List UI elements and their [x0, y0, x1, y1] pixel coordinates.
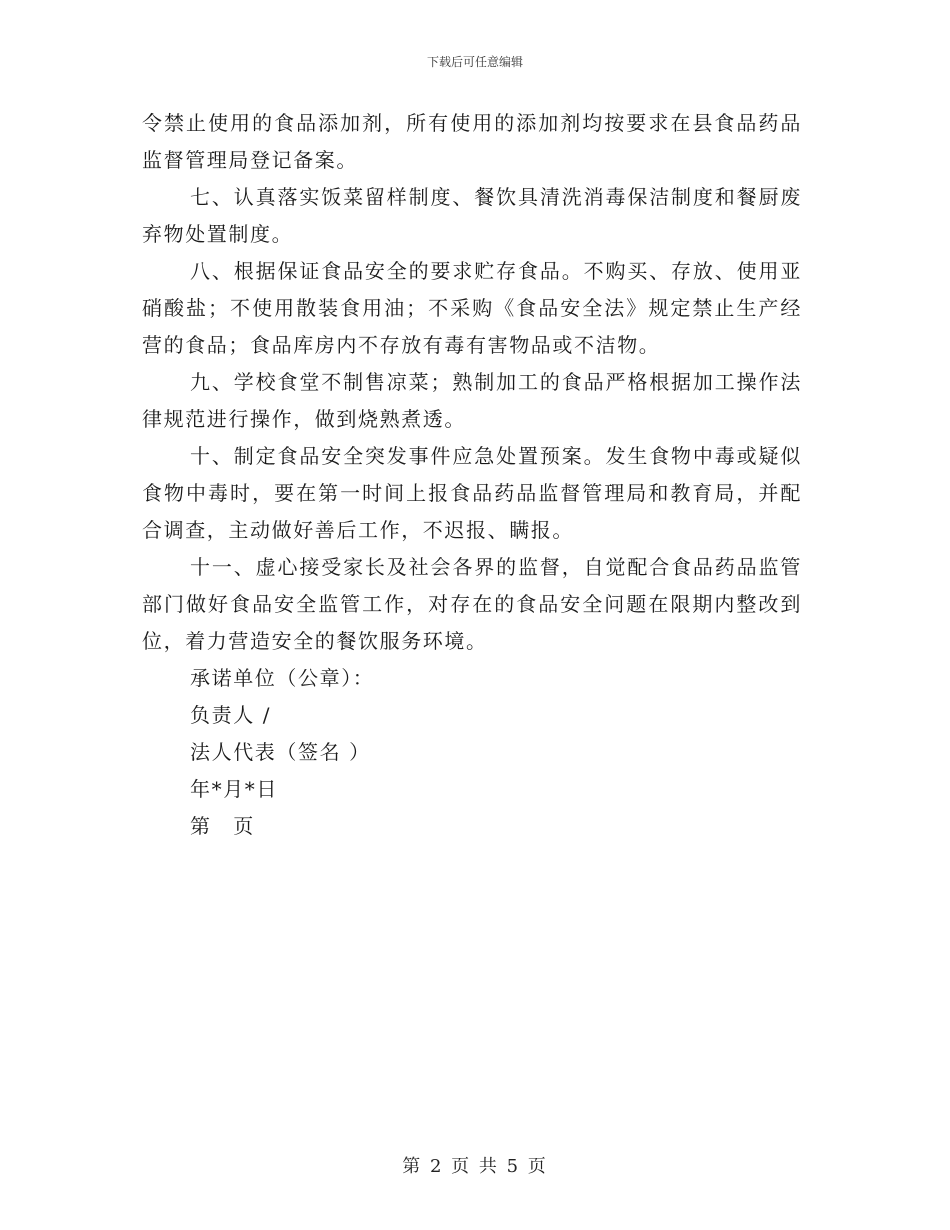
- signature-responsible: 负责人 /: [190, 703, 272, 727]
- page-header: 下载后可任意编辑: [426, 55, 523, 69]
- paragraph-item-7: 七、认真落实饭菜留样制度、餐饮具清洗消毒保洁制度和餐厨废弃物处置制度。: [142, 185, 802, 246]
- signature-page: 第 页: [190, 814, 255, 838]
- paragraph-item-11: 十一、虚心接受家长及社会各界的监督，自觉配合食品药品监管部门做好食品安全监管工作，对存在的食品安全问题在限期内整改到位，着力营造安全的餐饮服务环境。: [142, 555, 802, 653]
- paragraph-item-8: 八、根据保证食品安全的要求贮存食品。不购买、存放、使用亚硝酸盐；不使用散装食用油；不采购《食品安全法》规定禁止生产经营的食品；食品库房内不存放有毒有害物品或不洁物。: [142, 259, 802, 357]
- paragraph-item-9: 九、学校食堂不制售凉菜；熟制加工的食品严格根据加工操作法律规范进行操作，做到烧熟煮透。: [142, 370, 802, 431]
- signature-unit: 承诺单位（公章）：: [190, 666, 375, 690]
- paragraph-continuation: 令禁止使用的食品添加剂，所有使用的添加剂均按要求在县食品药品监督管理局登记备案。: [142, 111, 802, 172]
- signature-date: 年*月*日: [190, 777, 278, 801]
- page-footer: 第 2 页 共 5 页: [402, 1156, 548, 1177]
- document-body: [142, 105, 802, 845]
- signature-legal-rep: 法人代表（签名 ）: [190, 740, 371, 764]
- paragraph-item-10: 十、制定食品安全突发事件应急处置预案。发生食物中毒或疑似食物中毒时，要在第一时间上报食品药品监督管理局和教育局，并配合调查，主动做好善后工作，不迟报、瞒报。: [142, 444, 802, 542]
